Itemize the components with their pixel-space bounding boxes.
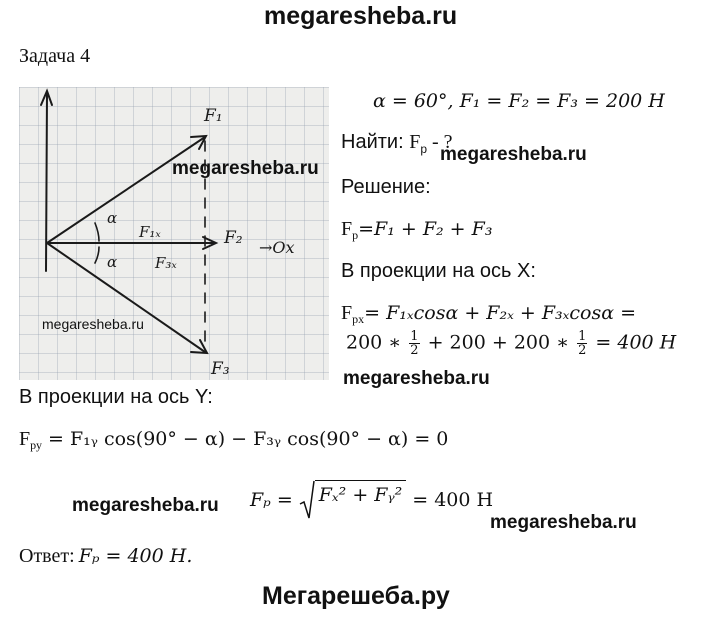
alpha-arc-top (95, 223, 99, 241)
site-header[interactable]: megaresheba.ru (264, 2, 458, 30)
find-symbol: F (409, 131, 421, 153)
equation-y (19, 428, 448, 453)
answer-label: Ответ: (19, 545, 75, 567)
eq-x-lhs-sub: рх (352, 312, 365, 327)
f3-vector (47, 243, 205, 352)
label-f2: F₂ (224, 228, 243, 248)
watermark[interactable]: megaresheba.ru (343, 368, 490, 389)
label-f1x: F₁ₓ (139, 223, 161, 241)
eq-x-part-b: + 200 + 200 ∗ (427, 331, 570, 354)
fraction-half (577, 330, 587, 357)
projection-x-label: В проекции на ось X: (341, 260, 536, 282)
eq-result-lhs: Fₚ = (250, 489, 293, 511)
answer-value: Fₚ = 400 Н. (78, 545, 193, 567)
eq-x-part-a: 200 ∗ (346, 331, 402, 354)
y-axis-line (46, 93, 47, 271)
sqrt-expression (299, 480, 407, 520)
fraction-denominator: 2 (578, 343, 587, 358)
equation-sum (341, 218, 492, 243)
eq-y-rhs: = F₁ᵧ cos(90° − α) − F₃ᵧ cos(90° − α) = 0 (41, 428, 449, 450)
sqrt-symbol-icon (299, 480, 315, 520)
eq-sum-lhs: F (341, 218, 353, 240)
watermark[interactable]: megaresheba.ru (440, 144, 587, 165)
eq-y-lhs: F (19, 428, 31, 450)
force-diagram (19, 87, 329, 380)
equation-x-line2 (346, 330, 676, 357)
eq-sum-rhs: =F₁ + F₂ + F₃ (358, 218, 493, 240)
answer-line (19, 545, 192, 568)
equation-result (250, 480, 493, 520)
label-alpha-top: α (107, 209, 118, 227)
find-line (341, 131, 453, 156)
label-alpha-bottom: α (107, 253, 118, 271)
alpha-arc-bottom (95, 247, 99, 263)
label-f3x: F₃ₓ (155, 254, 177, 272)
find-suffix: - ? (427, 131, 453, 153)
eq-x-part-c: = 400 H (595, 331, 677, 354)
projection-y-label: В проекции на ось Y: (19, 386, 213, 408)
watermark[interactable]: megaresheba.ru (172, 158, 319, 179)
eq-result-rhs: = 400 Н (412, 489, 494, 511)
fraction-half (409, 330, 419, 357)
eq-x-lhs: F (341, 302, 353, 324)
watermark[interactable]: megaresheba.ru (490, 512, 637, 533)
eq-x-rhs: = F₁ₓcosα + F₂ₓ + F₃ₓcosα = (364, 302, 636, 324)
sketch-photo (19, 87, 329, 380)
site-footer[interactable]: Мегарешеба.ру (262, 582, 450, 610)
eq-sum-lhs-sub: р (352, 228, 359, 243)
find-label: Найти: (341, 131, 404, 153)
label-f1: F₁ (204, 106, 223, 126)
fraction-denominator: 2 (410, 343, 419, 358)
sqrt-radicand: Fₓ² + Fᵧ² (315, 480, 407, 520)
fraction-numerator: 1 (410, 329, 419, 344)
watermark[interactable]: megaresheba.ru (72, 495, 219, 516)
label-ox: →Ox (259, 238, 295, 257)
f1-vector (47, 137, 205, 243)
solution-label: Решение: (341, 176, 431, 198)
fraction-numerator: 1 (578, 329, 587, 344)
eq-y-lhs-sub: ру (30, 438, 42, 453)
given-values: α = 60°, F₁ = F₂ = F₃ = 200 H (373, 90, 665, 112)
label-f3: F₃ (211, 359, 230, 379)
equation-x-line1 (341, 302, 636, 327)
task-title: Задача 4 (19, 45, 91, 67)
watermark[interactable]: megaresheba.ru (42, 316, 144, 332)
find-subscript: р (420, 142, 428, 156)
